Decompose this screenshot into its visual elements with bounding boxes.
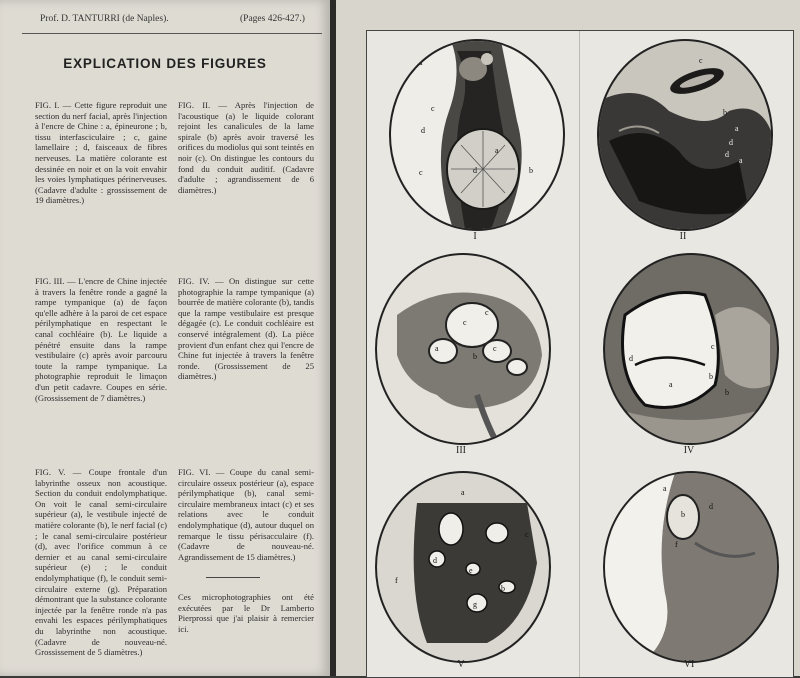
micrograph-label: b bbox=[725, 388, 729, 397]
micrograph-label: e bbox=[469, 566, 473, 575]
micrograph-label: d bbox=[421, 126, 425, 135]
plate-numeral-6: VI bbox=[683, 659, 695, 670]
plate-numeral-2: II bbox=[679, 231, 687, 242]
caption-fig-2 bbox=[178, 100, 314, 195]
caption-text: — Coupe frontale d'un labyrinthe osseux non acoustique. Section du conduit endolymphatique. On voit le canal semi-circulaire supérieur (a), le vestibule injecté de matière colorante (b), le nerf facial (c) ; le canal semi-circulaire postérieur (d), avec l'orifice commun à ce dernier et au canal semi-circulaire supérieur (e) ; le conduit endolymphatique (f), le conduit semi-circulaire externe (g). Préparation démontrant que la substance colorante injectée par la fenêtre ronde n'a pas envahi les espaces périlymphatiques du labyrinthe non acoustique. (Cadavre de nouveau-né. Grossissement de 5 diamètres.) bbox=[35, 467, 167, 658]
micrograph-label: a bbox=[461, 488, 465, 497]
caption-label: FIG. III. bbox=[35, 276, 65, 286]
caption-label: FIG. I. bbox=[35, 100, 60, 110]
caption-text: — Cette figure reproduit une section du nerf facial, après l'injection à l'encre de Chine : a, épineurone ; b, tissu interfasciculaire ; c, gaine lamellaire ; d, faisceaux de fibres nerveuses. La matière colorante est dessinée en noir et on la voit envahir les voies lymphatiques périnerveuses. (Cadavre d'adulte : grossissement de 19 diamètres.) bbox=[35, 100, 167, 206]
micrograph-fig-6 bbox=[603, 471, 779, 663]
caption-text: — On distingue sur cette photographie la rampe tympanique (a) bourrée de matière colorante (b), tandis que la rampe vestibulaire est presque dégagée (c). Le conduit cochléaire est conservé intégralement (d). La pièce provient d'un enfant chez qui l'encre de Chine fut injectée à travers la fenêtre ronde. (Grossissement de 25 diamètres.) bbox=[178, 276, 314, 382]
micrograph-fig-2 bbox=[597, 39, 773, 231]
micrograph-label: a bbox=[735, 124, 739, 133]
micrograph-label: d bbox=[709, 502, 713, 511]
caption-fig-1 bbox=[35, 100, 167, 206]
running-header-right: (Pages 426-427.) bbox=[240, 14, 305, 24]
plate-center-line bbox=[579, 31, 580, 677]
caption-text: — Après l'injection de l'acoustique (a) le liquide colorant rejoint les canalicules de la lame spirale (b) après avoir traversé les orifices du modiolus qui sont teintés en noir (c). On distingue les contours du fond du conduit auditif. (Cadavre d'adulte ; agrandissement de 6 diamètres.) bbox=[178, 100, 314, 195]
caption-fig-5 bbox=[35, 467, 167, 658]
page-title: EXPLICATION DES FIGURES bbox=[63, 56, 267, 71]
micrograph-label: a bbox=[663, 484, 667, 493]
caption-label: FIG. II. bbox=[178, 100, 211, 110]
micrograph-label: d bbox=[629, 354, 633, 363]
micrograph-label: a bbox=[495, 146, 499, 155]
micrograph-label: c bbox=[419, 168, 423, 177]
caption-text: — Coupe du canal semi-circulaire osseux postérieur (a), espace périlymphatique (b), canal semi-circulaire membraneux intact (c) et ses relations avec le conduit endolymphatique (d), autour duquel on remarque le tissu périsacculaire (f). (Cadavre de nouveau-né. Agrandissement de 15 diamètres.) bbox=[178, 467, 314, 562]
micrograph-label: c bbox=[711, 342, 715, 351]
micrograph-label: b bbox=[723, 108, 727, 117]
micrograph-label: a bbox=[669, 380, 673, 389]
micrograph-fig-3 bbox=[375, 253, 551, 445]
caption-label: FIG. VI. bbox=[178, 467, 211, 477]
micrograph-label: b bbox=[501, 584, 505, 593]
micrograph-label: c bbox=[525, 530, 529, 539]
micrograph-label: c bbox=[431, 104, 435, 113]
micrograph-fig-2-image bbox=[599, 41, 771, 229]
micrograph-label: f bbox=[675, 540, 678, 549]
caption-separator bbox=[206, 577, 260, 578]
micrograph-label: d bbox=[725, 150, 729, 159]
micrograph-fig-6-image bbox=[605, 473, 777, 661]
micrograph-fig-3-image bbox=[377, 255, 549, 443]
plate-numeral-4: IV bbox=[683, 445, 695, 456]
micrograph-label: b bbox=[529, 166, 533, 175]
micrograph-label: d bbox=[433, 556, 437, 565]
micrograph-fig-5 bbox=[375, 471, 551, 663]
micrograph-label: b bbox=[709, 372, 713, 381]
caption-fig-3 bbox=[35, 276, 167, 403]
micrograph-label: g bbox=[473, 600, 477, 609]
micrograph-label: f bbox=[395, 576, 398, 585]
micrograph-label: a bbox=[435, 344, 439, 353]
micrograph-label: d bbox=[729, 138, 733, 147]
photographic-plate bbox=[366, 30, 794, 678]
left-page bbox=[0, 0, 330, 676]
micrograph-fig-1 bbox=[389, 39, 565, 231]
micrograph-fig-5-image bbox=[377, 473, 549, 661]
micrograph-fig-1-image bbox=[391, 41, 563, 229]
caption-text: — L'encre de Chine injectée à travers la fenêtre ronde a gagné la rampe tympanique (a) de façon qu'elle adhère à la paroi de cet espace périlymphatique en respectant le canal cochléaire (b). Le liquide a pénétré ensuite dans la rampe vestibulaire (c) après avoir parcouru toute la rampe tympanique. La photographie reproduit le limaçon d'un petit cadavre. Coupes en série. (Grossissement de 7 diamètres.) bbox=[35, 276, 167, 403]
micrograph-label: c bbox=[485, 308, 489, 317]
plate-numeral-3: III bbox=[456, 445, 466, 456]
micrograph-label: b bbox=[473, 352, 477, 361]
micrograph-fig-4 bbox=[603, 253, 779, 445]
caption-fig-6 bbox=[178, 467, 314, 562]
micrograph-label: b bbox=[681, 510, 685, 519]
caption-label: FIG. V. bbox=[35, 467, 66, 477]
micrograph-fig-4-image bbox=[605, 255, 777, 443]
plate-numeral-1: I bbox=[473, 231, 477, 242]
micrograph-label: c bbox=[493, 344, 497, 353]
micrograph-label: a bbox=[419, 58, 423, 67]
plate-numeral-5: V bbox=[457, 659, 465, 670]
running-header-left: Prof. D. TANTURRI (de Naples). bbox=[40, 14, 169, 24]
micrograph-label: d bbox=[473, 166, 477, 175]
caption-label: FIG. IV. bbox=[178, 276, 210, 286]
photo-credit-note: Ces microphotographies ont été exécutées par le Dr Lamberto Pierprossi que j'ai plaisir à remercier ici. bbox=[178, 592, 314, 634]
micrograph-label: a bbox=[739, 156, 743, 165]
micrograph-label: c bbox=[463, 318, 467, 327]
header-rule bbox=[22, 33, 322, 34]
caption-fig-4 bbox=[178, 276, 314, 382]
micrograph-label: c bbox=[699, 56, 703, 65]
